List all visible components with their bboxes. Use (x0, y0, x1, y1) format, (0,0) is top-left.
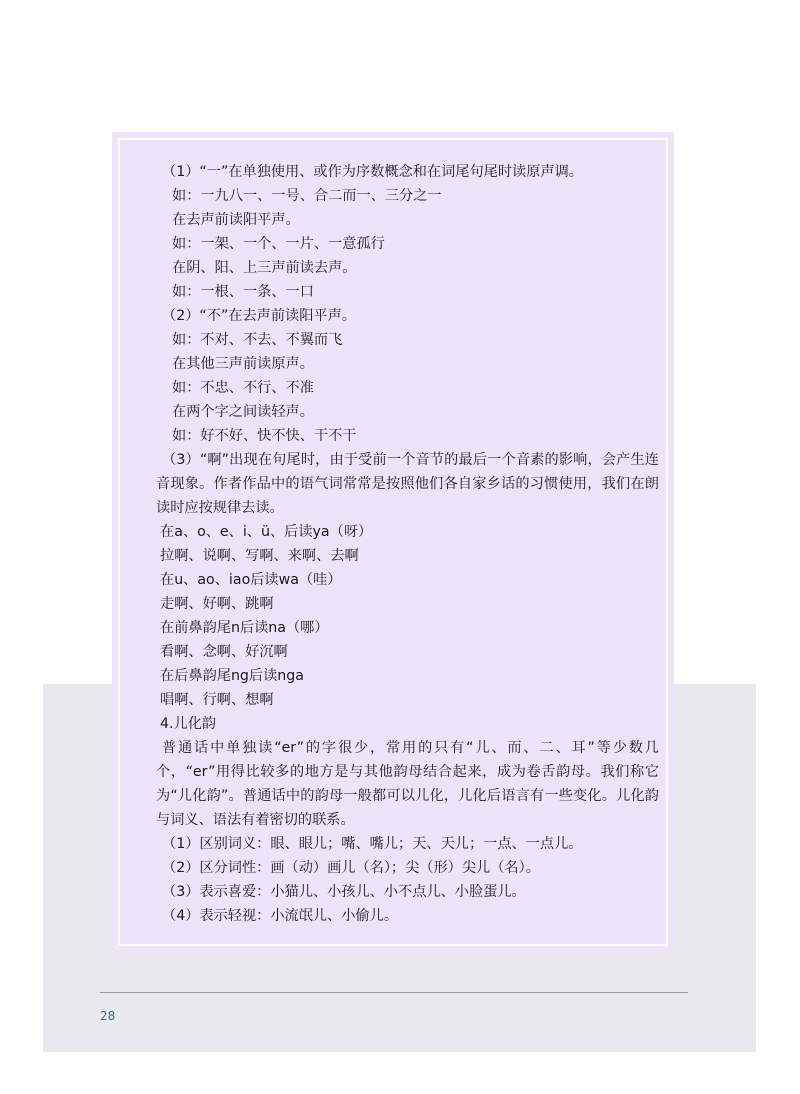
text-line: （2）区分词性：画（动）画儿（名）；尖（形）尖儿（名）。 (162, 860, 540, 876)
text-line: 在后鼻韵尾ng后读nga (160, 668, 305, 684)
text-line: 在阴、阳、上三声前读去声。 (172, 260, 357, 276)
text-line: 如：一九八一、一号、合二而一、三分之一 (172, 188, 442, 204)
paragraph-b: 普通话中单独读“er”的字很少，常用的只有“儿、而、二、耳”等少数几个，“er”用得比较多的地方是与其他韵母结合起来，成为卷舌韵母。我们称它为“儿化韵”。普通话中的韵母一般都可以儿化，儿化后语言有一些变化。儿化韵与词义、语法有着密切的联系。 (156, 740, 659, 828)
text-line: 如：不对、不去、不翼而飞 (172, 332, 343, 348)
panel-content (156, 160, 659, 928)
text-line: 如：不忠、不行、不准 (172, 380, 314, 396)
page-number: 28 (100, 1009, 116, 1023)
text-line: 走啊、好啊、跳啊 (160, 596, 274, 612)
text-line: （1）“一”在单独使用、或作为序数概念和在词尾句尾时读原声调。 (162, 164, 583, 180)
text-line: 如：一根、一条、一口 (172, 284, 314, 300)
text-line: 拉啊、说啊、写啊、来啊、去啊 (160, 548, 359, 564)
text-line: （2）“不”在去声前读阳平声。 (162, 308, 356, 324)
text-line: 唱啊、行啊、想啊 (160, 692, 274, 708)
text-line: （1）区别词义：眼、眼儿；嘴、嘴儿；天、天儿；一点、一点儿。 (162, 836, 583, 852)
section-heading: 4.儿化韵 (160, 716, 217, 732)
text-line: 看啊、念啊、好沉啊 (160, 644, 288, 660)
paragraph-a: （3）“啊”出现在句尾时，由于受前一个音节的最后一个音素的影响，会产生连音现象。作者作品中的语气词常常是按照他们各自家乡话的习惯使用，我们在朗读时应按规律去读。 (156, 452, 659, 516)
text-line: （3）表示喜爱：小猫儿、小孩儿、小不点儿、小脸蛋儿。 (162, 884, 526, 900)
text-line: 如：一架、一个、一片、一意孤行 (172, 236, 385, 252)
footer-divider (100, 992, 688, 993)
text-line: 在a、o、e、i、ü、后读ya（呀） (160, 524, 373, 540)
content-panel (112, 132, 674, 952)
text-line: 在其他三声前读原声。 (172, 356, 314, 372)
text-line: 在前鼻韵尾n后读na（哪） (160, 620, 329, 636)
text-line: 如：好不好、快不快、干不干 (172, 428, 357, 444)
text-line: 在u、ao、iao后读wa（哇） (160, 572, 342, 588)
text-line: 在去声前读阳平声。 (172, 212, 300, 228)
text-line: 在两个字之间读轻声。 (172, 404, 314, 420)
text-line: （4）表示轻视：小流氓儿、小偷儿。 (162, 908, 399, 924)
